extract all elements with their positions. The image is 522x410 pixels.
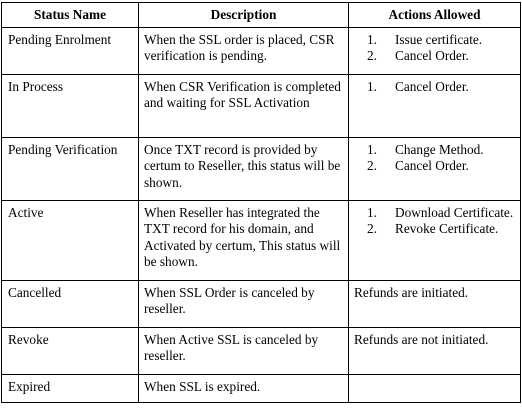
description-cell: When CSR Verification is completed and waiting for SSL Activation — [139, 75, 349, 138]
status-name-cell: Pending Enrolment — [2, 28, 139, 75]
header-status-name: Status Name — [2, 3, 139, 28]
actions-note-cell: Refunds are initiated. — [349, 281, 521, 328]
table-row — [2, 201, 521, 281]
actions-list — [354, 142, 516, 175]
actions-list — [354, 79, 516, 95]
action-item: 1. Change Method. — [367, 142, 484, 157]
header-description: Description — [139, 3, 349, 28]
action-item: 2. Cancel Order. — [367, 48, 469, 64]
status-name-cell: Pending Verification — [2, 138, 139, 201]
actions-cell — [349, 75, 521, 138]
table-row — [2, 328, 521, 375]
table-row — [2, 138, 521, 201]
table-row — [2, 75, 521, 138]
status-name-cell: Revoke — [2, 328, 139, 375]
actions-cell — [349, 138, 521, 201]
header-row — [2, 3, 521, 28]
action-item: 1. Cancel Order. — [367, 79, 469, 94]
description-cell: When Active SSL is canceled by reseller. — [139, 328, 349, 375]
description-cell: When SSL Order is canceled by reseller. — [139, 281, 349, 328]
actions-note-cell — [349, 375, 521, 403]
header-actions-allowed: Actions Allowed — [349, 3, 521, 28]
actions-cell — [349, 201, 521, 281]
table-row — [2, 281, 521, 328]
status-name-cell: In Process — [2, 75, 139, 138]
description-cell: When SSL is expired. — [139, 375, 349, 403]
actions-list — [354, 32, 516, 65]
description-cell: When the SSL order is placed, CSR verification is pending. — [139, 28, 349, 75]
actions-note-cell: Refunds are not initiated. — [349, 328, 521, 375]
status-name-cell: Cancelled — [2, 281, 139, 328]
actions-list — [354, 205, 516, 238]
action-item: 1. Issue certificate. — [367, 32, 483, 47]
action-item: 2. Cancel Order. — [367, 158, 469, 174]
status-name-cell: Expired — [2, 375, 139, 403]
status-name-cell: Active — [2, 201, 139, 281]
actions-cell — [349, 28, 521, 75]
action-item: 1. Download Certificate. — [367, 205, 514, 220]
action-item: 2. Revoke Certificate. — [367, 221, 499, 237]
table-row — [2, 28, 521, 75]
ssl-status-table — [1, 2, 521, 403]
table-row — [2, 375, 521, 403]
description-cell: When Reseller has integrated the TXT record for his domain, and Activated by certum, This status will be shown. — [139, 201, 349, 281]
description-cell: Once TXT record is provided by certum to Reseller, this status will be shown. — [139, 138, 349, 201]
